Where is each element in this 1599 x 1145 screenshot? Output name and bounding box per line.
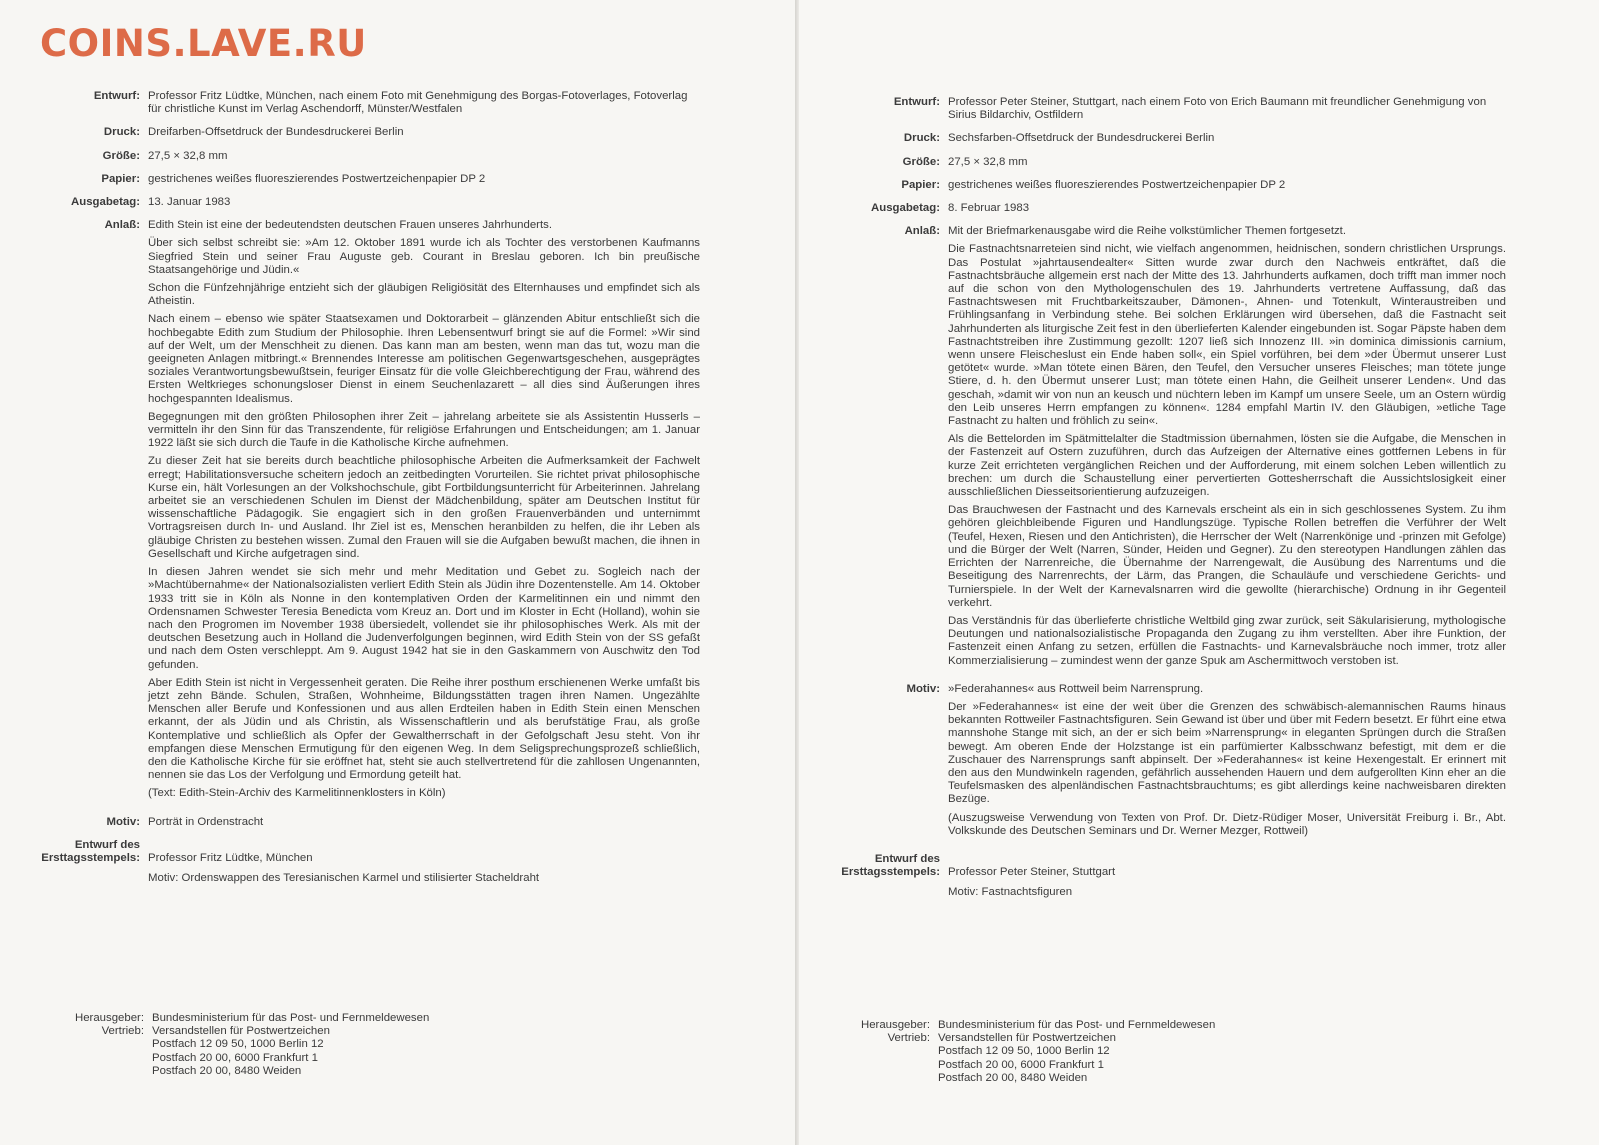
footer-labels	[826, 1019, 938, 1085]
anlass-paragraph: Zu dieser Zeit hat sie bereits durch beachtliche philosophische Arbeiten die Aufmerksamkeit der Fachwelt erregt; Habilitationsversuche scheitern jedoch an zeitbedingten Vorurteilen. Sie richtet privat philosophische Kurse ein, hält Vorlesungen an der Volkshochschule, gibt Fortbildungsunterricht für Arbeiterinnen. Jahrelang arbeitet sie an verschiedenen Schulen im Dienst der Mädchenbildung, später am Deutschen Institut für wissenschaftliche Pädagogik. Sie engagiert sich in den großen Frauenverbänden und unternimmt Vortragsreisen durch In- und Ausland. Ihr Ziel ist es, Menschen heranbilden zu helfen, die ihr Leben als gläubige Christen zu bestehen wissen. Zumal den Frauen will sie die Aufgaben bewußt machen, die ihnen in Gesellschaft und Kirche aufgetragen sind.	[148, 455, 700, 560]
anlass-text	[948, 225, 1506, 673]
anlass-paragraph: Nach einem – ebenso wie später Staatsexamen und Doktorarbeit – glänzenden Abitur entschließt sich die hochbegabte Edith zum Studium der Philosophie. Ihren Lebensentwurf bringt sie auf die Formel: »Wir sind auf der Welt, um der Menschheit zu dienen. Das kann man am besten, wenn man das tut, wozu man die geeigneten Anlagen mitbringt.« Brennendes Interesse am politischen Gegenwartsgeschehen, ausgeprägtes soziales Verantwortungsbewußtsein, feuriger Einsatz für die volle Gleichberechtigung der Frau, während des Ersten Weltkrieges schonungsloser Dienst in einem Seuchenlazarett – all dies sind Äußerungen ihres hochgespannten Idealismus.	[148, 313, 700, 405]
ausgabetag-label: Ausgabetag:	[871, 202, 940, 215]
footer-line: Postfach 20 00, 6000 Frankfurt 1	[152, 1051, 318, 1064]
stempel-value	[148, 839, 700, 892]
groesse-value: 27,5 × 32,8 mm	[948, 155, 1028, 168]
anlass-text	[148, 219, 700, 805]
watermark: COINS.LAVE.RU	[40, 22, 367, 65]
druck-value: Sechsfarben-Offsetdruck der Bundesdruckerei Berlin	[948, 132, 1215, 145]
footer-line: Bundesministerium für das Post- und Fernmeldewesen	[938, 1019, 1216, 1031]
footer-line: Versandstellen für Postwertzeichen	[152, 1025, 330, 1038]
groesse-row	[826, 156, 1506, 169]
papier-row	[826, 179, 1506, 192]
motiv-value: Porträt in Ordenstracht	[148, 815, 264, 828]
ausgabetag-label: Ausgabetag:	[71, 196, 140, 209]
ausgabetag-row	[40, 196, 700, 209]
anlass-source: (Text: Edith-Stein-Archiv des Karmelitinnenklosters in Köln)	[148, 787, 446, 800]
groesse-row	[40, 150, 700, 163]
anlass-paragraph: Über sich selbst schreibt sie: »Am 12. Oktober 1891 wurde ich als Tochter des verstorbenen Kaufmanns Siegfried Stein und seiner Frau Auguste geb. Courant in Breslau geboren. Ich bin preußische Staatsangehörige und Jüdin.«	[148, 237, 700, 276]
stempel-label	[40, 839, 148, 892]
anlass-paragraph: Schon die Fünfzehnjährige entzieht sich der gläubigen Religiösität des Elternhauses und empfindet sich als Atheistin.	[148, 282, 700, 308]
vertrieb-label: Vertrieb:	[887, 1032, 930, 1045]
motiv-source: (Auszugsweise Verwendung von Texten von Prof. Dr. Dietz-Rüdiger Moser, Universität Freiburg i. Br., Abt. Volkskunde des Deutschen Seminars und Dr. Werner Mezger, Rottweil)	[948, 811, 1506, 837]
stempel-label-line-2: Ersttagsstempels:	[41, 851, 140, 864]
stempel-label-line-1: Entwurf des	[74, 838, 140, 851]
herausgeber-label: Herausgeber:	[74, 1012, 144, 1024]
anlass-paragraph: Die Fastnachtsnarreteien sind nicht, wie vielfach angenommen, heidnischen, sondern christlichen Ursprungs. Das Postulat »jahrtausendealter« Sitten wurde zwar durch den Nachweis entkräftet, daß die Fastnachtsbräuche allgemein erst nach der Mitte des 13. Jahrhunderts aufkamen, doch trifft man immer noch auf die schon von den Mythologenschulen des 19. Jahrhunderts vertretene Auffassung, daß das Fastnachtswesen mit Fruchtbarkeitszauber, Dämonen-, Ahnen- und Totenkult, Winteraustreiben und Frühlingsanfang in Verbindung stehe. Bei solchen Erklärungen wird übersehen, daß die Fastnacht seit Jahrhunderten als liturgische Zeit fest in den überlieferten Kalender eingebunden ist. Sogar Päpste haben dem Fastnachtstreiben ihre Zustimmung gezollt: 1207 ließ sich Innozenz III. »in dominica dimissionis carnium, wenn unsere Fleischeslust ein Ende haben soll«, ein Spiel vorführen, bei dem »der Übermut unserer Lust getötet« wurde. »Man tötete einen Bären, den Teufel, den Versucher unseres Fleisches; man tötete junge Stiere, d. h. den Übermut unserer Lust; man tötete einen Hahn, die Geilheit unserer Lenden«. Und das geschah, »damit wir von nun an keusch und nüchtern leben im Kampf um unsere Seele, um an Ostern würdig den Leib unseres Herrn empfangen zu können«. 1284 empfahl Martin IV. den Gläubigen, »etliche Tage Fastnacht zu halten und fröhlich zu sein«.	[948, 243, 1506, 428]
stempel-value	[948, 853, 1506, 906]
motiv-label: Motiv:	[906, 682, 940, 695]
left-page-content	[40, 90, 700, 902]
right-footer	[826, 1019, 1215, 1085]
druck-row	[826, 132, 1506, 145]
groesse-value: 27,5 × 32,8 mm	[148, 149, 228, 162]
papier-label: Papier:	[901, 178, 940, 191]
motiv-paragraph: Der »Federahannes« ist eine der weit über die Grenzen des schwäbisch-alemannischen Raums hinaus bekannten Rottweiler Fastnachtsfiguren. Sein Gewand ist über und über mit Federn besetzt. Er führt eine etwa mannshohe Stange mit sich, an der er sich beim »Narrensprung« in eleganten Sprüngen durch die Straßen bewegt. Am oberen Ende der Holzstange ist ein parfümierter Kalbsschwanz befestigt, mit dem er die Zuschauer des Narrensprungs sanft abpinselt. Der »Federahannes« ist keine Hexengestalt. Er erinnert mit den aus den Mundwinkeln ragenden, gefährlich aussehenden Hauern und dem aufgerollten Kinn eher an die Teufelsmasken des alpenländischen Fastnachtsbrauchtums; es gibt allerdings keine nachweisbaren direkten Bezüge.	[948, 700, 1506, 806]
stempel-row	[40, 839, 700, 892]
papier-value: gestrichenes weißes fluoreszierendes Postwertzeichenpapier DP 2	[948, 178, 1286, 191]
stempel-label	[826, 853, 948, 906]
left-footer	[40, 1012, 429, 1078]
stempel-label-line-2: Ersttagsstempels:	[841, 865, 940, 878]
entwurf-label: Entwurf:	[93, 90, 140, 102]
druck-value: Dreifarben-Offsetdruck der Bundesdruckerei Berlin	[148, 126, 404, 139]
papier-value: gestrichenes weißes fluoreszierendes Postwertzeichenpapier DP 2	[148, 172, 486, 185]
anlass-label: Anlaß:	[104, 219, 140, 232]
stempel-motiv: Motiv: Ordenswappen des Teresianischen Karmel und stilisierter Stacheldraht	[148, 871, 540, 884]
entwurf-row	[826, 96, 1506, 122]
papier-row	[40, 173, 700, 186]
motiv-label: Motiv:	[106, 815, 140, 828]
anlass-paragraph: Begegnungen mit den größten Philosophen ihrer Zeit – jahrelang arbeitete sie als Assistentin Husserls – vermitteln ihr den Sinn für das Transzendente, für religiöse Erfahrungen und Entscheidungen; am 1. Januar 1922 läßt sie sich durch die Taufe in die Katholische Kirche aufnehmen.	[148, 410, 700, 450]
druck-row	[40, 126, 700, 139]
ausgabetag-row	[826, 202, 1506, 215]
papier-label: Papier:	[101, 172, 140, 185]
anlass-label: Anlaß:	[904, 225, 940, 238]
anlass-paragraph: Das Brauchwesen der Fastnacht und des Karnevals erscheint als ein in sich geschlossenes System. Zu ihm gehören gleichbleibende Figuren und Handlungszüge. Typische Rollen betreffen die Verführer der Welt (Teufel, Hexen, Riesen und den Antichristen), die Herrscher der Welt (Narrenkönige und -prinzen mit Gefolge) und die Bürger der Welt (Narren, Sünder, Heiden und Gegner). Zu den stereotypen Handlungen zählen das Errichten der Narrenreiche, die Übernahme der Narrengewalt, die Ausübung des Narrentums und die Beseitigung des Narrenrechts, der Lärm, das Prangen, die Schauläufe und verschiedene Gerichts- und Turnierspiele. In der Welt der Karnevalsnarren wird die gewollte (hierarchische) Ordnung in ihr Gegenteil verkehrt.	[948, 504, 1506, 609]
herausgeber-label: Herausgeber:	[860, 1019, 930, 1031]
anlass-paragraph: In diesen Jahren wendet sie sich mehr und mehr Meditation und Gebet zu. Sogleich nach der »Machtübernahme« der Nationalsozialisten verliert Edith Stein als Jüdin ihre Dozentenstelle. Am 14. Oktober 1933 tritt sie in Köln als Nonne in den kontemplativen Orden der Karmelitinnen ein und nimmt den Ordensnamen Schwester Teresia Benedicta vom Kreuz an. Dort und im Kloster in Echt (Holland), wohin sie nach den Progromen im November 1938 übersiedelt, vollendet sie ihr philosophisches Werk. Als mit der deutschen Besetzung auch in Holland die Judenverfolgungen beginnen, wird Edith Stein von der SS gefaßt und nach dem Osten verschleppt. Am 9. August 1942 hat sie in den Gaskammern von Auschwitz den Tod gefunden.	[148, 566, 700, 671]
vertrieb-label: Vertrieb:	[101, 1025, 144, 1038]
stempel-designer: Professor Peter Steiner, Stuttgart	[948, 865, 1116, 878]
anlass-row	[40, 219, 700, 805]
motiv-paragraph: »Federahannes« aus Rottweil beim Narrensprung.	[948, 682, 1204, 695]
motiv-row	[826, 683, 1506, 843]
anlass-row	[826, 225, 1506, 673]
stempel-motiv: Motiv: Fastnachtsfiguren	[948, 886, 1073, 899]
anlass-paragraph: Mit der Briefmarkenausgabe wird die Reihe volkstümlicher Themen fortgesetzt.	[948, 225, 1347, 238]
anlass-paragraph: Als die Bettelorden im Spätmittelalter die Stadtmission übernahmen, lösten sie die Aufgabe, die Menschen in der Fastenzeit auf Ostern zuzuführen, durch das Aufzeigen der Alternative eines gottfernen Lebens in für kurze Zeit errichteten vergänglichen Reichen und der Aufforderung, mit einem solchen Leben willentlich zu brechen: um durch die Schaustellung einer pervertierten Gottesherrschaft die Aussichtslosigkeit einer ausschließlichen Diesseitsorientierung aufzuzeigen.	[948, 433, 1506, 499]
footer-values	[152, 1012, 429, 1078]
stempel-designer: Professor Fritz Lüdtke, München	[148, 851, 313, 864]
anlass-paragraph: Aber Edith Stein ist nicht in Vergessenheit geraten. Die Reihe ihrer posthum erschienenen Werke umfaßt bis jetzt zehn Bände. Schulen, Straßen, Wohnheime, Bildungsstätten tragen ihren Namen. Ungezählte Menschen aller Berufe und Konfessionen und aus allen Erdteilen haben in Edith Stein einen Menschen erkannt, der als Jüdin und als Christin, als Wissenschaftlerin und als berufstätige Frau, als große Kontemplative und schließlich als Opfer der Gewaltherrschaft in der Gefolgschaft Jesu steht. Von ihr empfangen diese Menschen Ermutigung für den eigenen Weg. In dem Seligsprechungsprozeß schließlich, den die Katholische Kirche für sie eröffnet hat, steht sie auch stellvertretend für die zahllosen Ungenannten, nennen sie das Los der Verfolgung und Ermordung geteilt hat.	[148, 676, 700, 782]
footer-line: Postfach 12 09 50, 1000 Berlin 12	[938, 1045, 1110, 1058]
footer-line: Postfach 20 00, 8480 Weiden	[938, 1071, 1088, 1084]
footer-line: Postfach 20 00, 8480 Weiden	[152, 1064, 302, 1077]
druck-label: Druck:	[903, 132, 940, 145]
groesse-label: Größe:	[902, 155, 940, 168]
footer-line: Versandstellen für Postwertzeichen	[938, 1032, 1116, 1045]
motiv-text	[948, 683, 1506, 843]
motiv-row	[40, 816, 700, 829]
druck-label: Druck:	[103, 126, 140, 139]
stempel-label-line-1: Entwurf des	[874, 852, 940, 865]
footer-line: Postfach 12 09 50, 1000 Berlin 12	[152, 1038, 324, 1051]
entwurf-row	[40, 90, 700, 116]
ausgabetag-value: 8. Februar 1983	[948, 202, 1030, 215]
anlass-paragraph: Das Verständnis für das überlieferte christliche Weltbild ging zwar zurück, seit Säkularisierung, mythologische Deutungen und nationalsozialistische Propaganda den Zugang zu ihm verstellten. Aber ihre Funktion, der Fastenzeit einen Anfang zu setzen, erfüllen die Fastnachts- und Karnevalsbräuche noch immer, trotz aller Kommerzialisierung – zumindest wenn der ganze Spuk am Aschermittwoch verstoben ist.	[948, 614, 1506, 667]
footer-values	[938, 1019, 1215, 1085]
ausgabetag-value: 13. Januar 1983	[148, 196, 231, 209]
anlass-paragraph: Edith Stein ist eine der bedeutendsten deutschen Frauen unseres Jahrhunderts.	[148, 219, 553, 232]
footer-line: Postfach 20 00, 6000 Frankfurt 1	[938, 1058, 1104, 1071]
footer-line: Bundesministerium für das Post- und Fernmeldewesen	[152, 1012, 430, 1024]
entwurf-label: Entwurf:	[893, 96, 940, 108]
groesse-label: Größe:	[102, 149, 140, 162]
footer-labels	[40, 1012, 152, 1078]
entwurf-value: Professor Peter Steiner, Stuttgart, nach einem Foto von Erich Baumann mit freundlicher Genehmigung von Sirius Bildarchiv, Ostfildern	[948, 96, 1487, 122]
right-page-content	[826, 96, 1506, 916]
stempel-row	[826, 853, 1506, 906]
entwurf-value: Professor Fritz Lüdtke, München, nach einem Foto mit Genehmigung des Borgas-Fotoverlages, Fotoverlag für christliche Kunst im Verlag Aschendorff, Münster/Westfalen	[148, 90, 688, 116]
